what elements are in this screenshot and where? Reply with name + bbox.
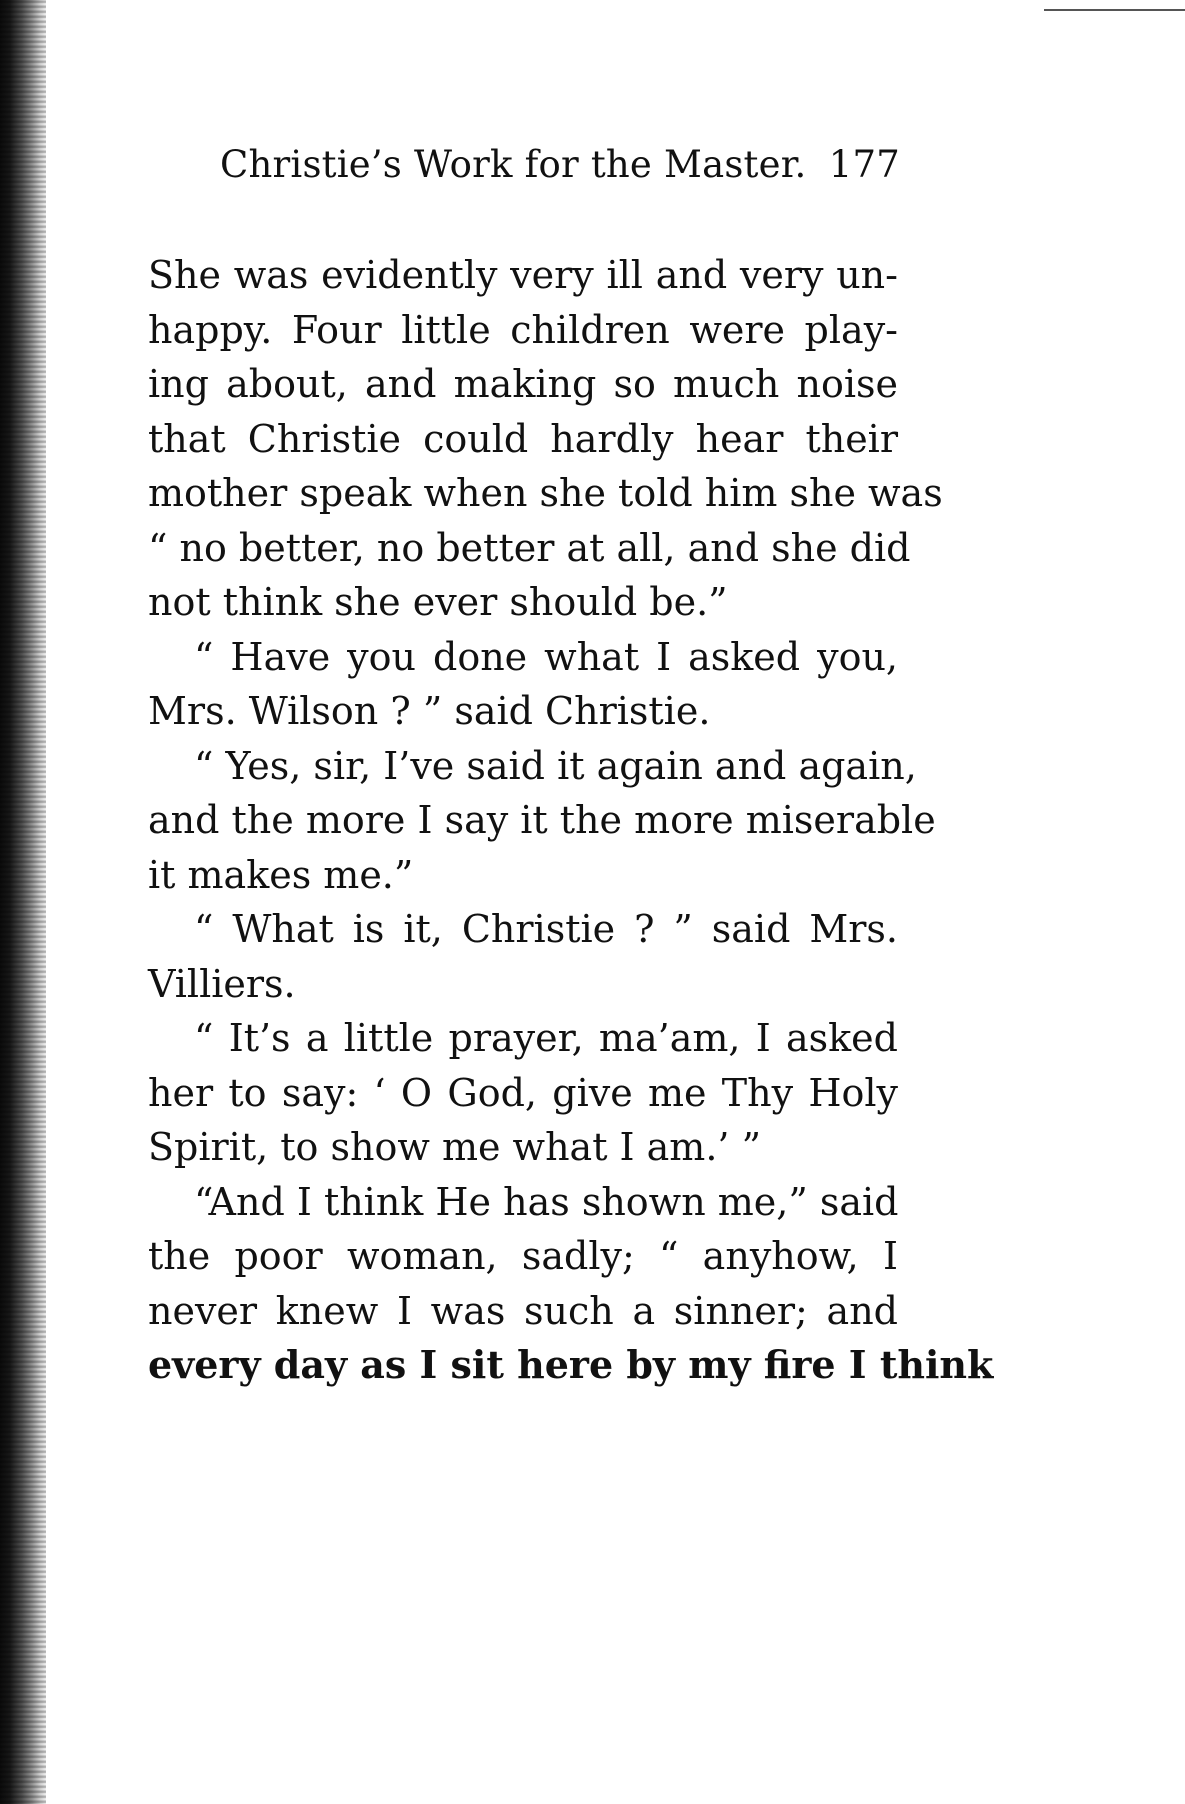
text-line: it makes me.”	[148, 852, 414, 897]
text-line: Spirit, to show me what I am.’ ”	[148, 1125, 761, 1169]
text-line: that Christie could hardly hear their	[148, 416, 898, 461]
text-line: “ Have you done what I asked you,	[194, 634, 898, 679]
text-line: “ It’s a little prayer, ma’am, I asked	[194, 1016, 898, 1060]
body-text	[148, 248, 994, 1393]
text-line: never knew I was such a sinner; and	[148, 1288, 898, 1333]
text-line: “And I think He has shown me,” said	[194, 1179, 899, 1224]
text-line: “ What is it, Christie ? ” said Mrs.	[194, 907, 898, 951]
text-line: Villiers.	[148, 961, 296, 1006]
text-line: “ Yes, sir, I’ve said it again and again,	[194, 743, 917, 788]
top-rule	[1044, 9, 1185, 11]
text-line: every day as I sit here by my fire I think	[148, 1342, 994, 1387]
text-line: the poor woman, sadly; “ anyhow, I	[148, 1234, 898, 1278]
text-line: happy. Four little children were play-	[148, 307, 898, 352]
running-head-title: Christie’s Work for the Master.	[220, 143, 807, 186]
text-line: “ no better, no better at all, and she did	[148, 525, 911, 570]
text-line: her to say: ‘ O God, give me Thy Holy	[148, 1070, 898, 1115]
text-line: She was evidently very ill and very un-	[148, 253, 898, 297]
text-line: Mrs. Wilson ? ” said Christie.	[148, 689, 711, 733]
text-line: and the more I say it the more miserable	[148, 798, 936, 842]
text-line: not think she ever should be.”	[148, 580, 728, 624]
text-line: ing about, and making so much noise	[148, 362, 898, 406]
page-number: 177	[828, 143, 900, 186]
binding-edge	[0, 0, 46, 1804]
text-line: mother speak when she told him she was	[148, 471, 943, 515]
